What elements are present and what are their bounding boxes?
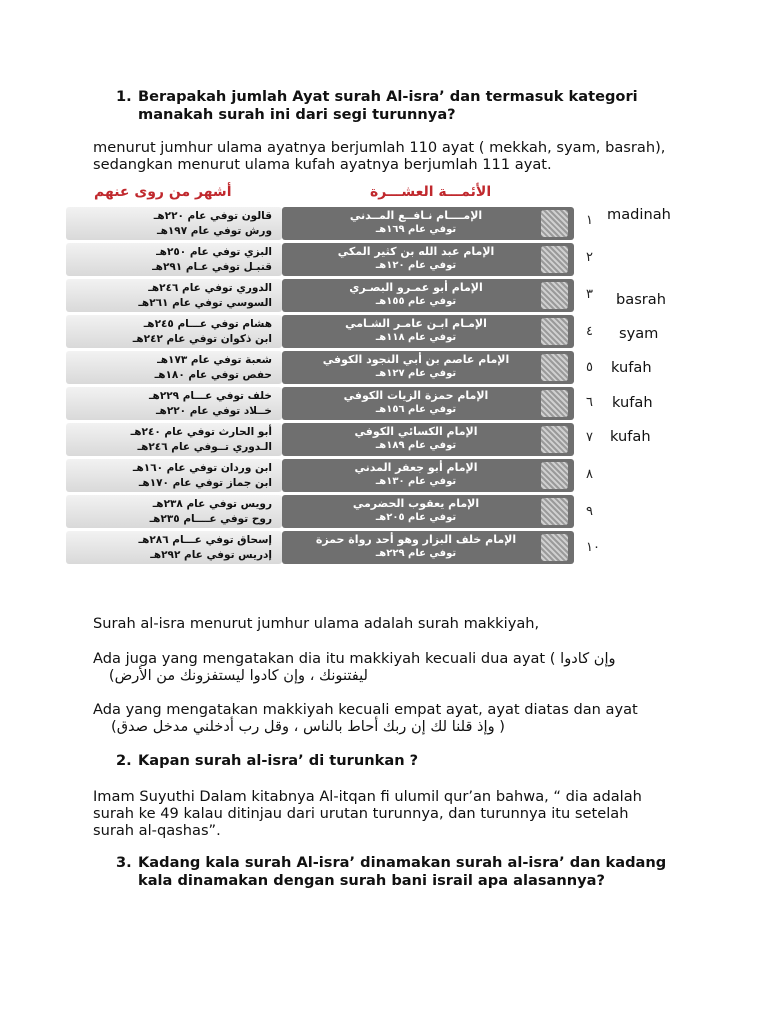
ornament-icon [541,354,568,381]
narrator-2: روح توفي عــــام ٢٣٥هـ [149,513,272,525]
table-row [66,243,574,276]
narrators-cell [66,207,282,240]
row-number: ١ [586,213,593,228]
city-label: kufah [612,394,653,411]
question-1-number: 1. [116,88,132,105]
paragraph-empat-ayat-line-2: ( وإذ قلنا لك إن ربك أحاط بالناس ، وقل رب أدخلني مدخل صدق) [111,718,505,735]
ornament-icon [541,390,568,417]
table-row [66,423,574,456]
ornament-icon [541,210,568,237]
imam-cell [282,459,574,492]
narrator-1: أبو الحارث توفي عام ٢٤٠هـ [130,426,272,438]
imam-name: الإمــــام نـافــع المــدني [349,209,483,222]
question-3 [116,854,696,890]
table-row [66,531,574,564]
narrators-cell [66,387,282,420]
table-row [66,351,574,384]
imam-cell [282,423,574,456]
table-heading-imams: الأئمـــة العشـــرة [370,184,492,200]
paragraph-dua-ayat-line-1: Ada juga yang mengatakan dia itu makkiyah kecuali dua ayat ( وإن كادوا [93,650,616,667]
paragraph-empat-ayat-line-1: Ada yang mengatakan makkiyah kecuali empat ayat, ayat diatas dan ayat [93,701,638,718]
table-row [66,279,574,312]
imam-death: توفي عام ١٥٥هـ [375,296,457,307]
imam-name: الإمام حمزة الزيات الكوفي [343,389,489,402]
imam-death: توفي عام ١٥٦هـ [375,404,457,415]
row-number: ١٠ [586,540,600,555]
city-label: kufah [610,428,651,445]
narrator-2: حفص توفي عام ١٨٠هـ [154,369,272,381]
row-number: ٤ [586,324,593,339]
narrators-cell [66,531,282,564]
imam-name: الإمام عاصم بن أبي النجود الكوفي [322,353,510,366]
question-1-text: Berapakah jumlah Ayat surah Al-isra’ dan termasuk kategori manakah surah ini dari segi turunnya? [138,88,638,123]
table-row [66,387,574,420]
row-number: ٨ [586,467,593,482]
narrator-1: البزي توفي عام ٢٥٠هـ [156,246,272,258]
narrator-2: ورش توفي عام ١٩٧هـ [157,225,272,237]
imam-cell [282,351,574,384]
imam-death: توفي عام ١١٨هـ [375,332,457,343]
city-label: kufah [611,359,652,376]
imam-name: الإمام أبو جعفر المدني [354,461,478,474]
narrator-1: ابن وردان توفي عام ١٦٠هـ [132,462,272,474]
row-number: ٧ [586,430,593,445]
imam-name: الإمام الكسائي الكوفي [354,425,478,438]
imam-death: توفي عام ١٢٧هـ [375,368,457,379]
imam-cell [282,279,574,312]
imam-cell [282,387,574,420]
narrator-2: قنبـل توفي عـام ٢٩١هـ [152,261,272,273]
answer-1: menurut jumhur ulama ayatnya berjumlah 110 ayat ( mekkah, syam, basrah), sedangkan menurut ulama kufah ayatnya berjumlah 111 ayat. [93,139,666,173]
imam-cell [282,495,574,528]
city-label: madinah [607,206,671,223]
narrator-1: شعبة توفي عام ١٧٣هـ [157,354,272,366]
imam-death: توفي عام ٢٢٩هـ [375,548,457,559]
narrator-1: الدوري توفي عام ٢٤٦هـ [148,282,272,294]
narrator-1: خلف توفي عـــام ٢٢٩هـ [148,390,272,402]
imam-cell [282,207,574,240]
imam-name: الإمام أبو عمـرو البصـري [349,281,483,294]
row-number: ٣ [586,287,593,302]
narrator-1: إسحاق توفي عـــام ٢٨٦هـ [138,534,272,546]
ornament-icon [541,246,568,273]
imam-name: الإمام عبد الله بن كثير المكي [337,245,495,258]
row-number: ٩ [586,504,593,519]
narrators-cell [66,459,282,492]
question-1 [116,88,696,124]
imam-cell [282,315,574,348]
narrators-cell [66,423,282,456]
imam-death: توفي عام ١٨٩هـ [375,440,457,451]
paragraph-makkiyah: Surah al-isra menurut jumhur ulama adalah surah makkiyah, [93,615,540,632]
ornament-icon [541,498,568,525]
question-2 [116,752,696,770]
imam-death: توفي عام ٢٠٥هـ [375,512,457,523]
table-row [66,459,574,492]
row-number: ٥ [586,360,593,375]
narrator-1: قالون توفي عام ٢٢٠هـ [153,210,272,222]
row-number: ٢ [586,250,593,265]
narrators-cell [66,351,282,384]
ornament-icon [541,426,568,453]
imam-cell [282,243,574,276]
imam-cell [282,531,574,564]
question-2-number: 2. [116,752,132,769]
answer-2: Imam Suyuthi Dalam kitabnya Al-itqan fi ulumil qur’an bahwa, “ dia adalah surah ke 49 kalau ditinjau dari urutan turunnya, dan turunnya itu setelah surah al-qashas”. [93,788,642,839]
narrators-cell [66,495,282,528]
narrator-2: إدريس توفي عام ٢٩٢هـ [150,549,272,561]
imam-death: توفي عام ١٦٩هـ [375,224,457,235]
narrator-2: ابن جماز توفي عام ١٧٠هـ [138,477,272,489]
narrator-1: هشام توفي عـــام ٢٤٥هـ [143,318,272,330]
city-label: basrah [616,291,667,308]
imam-name: الإمـام ابـن عامـر الشـامي [345,317,487,330]
narrator-2: ابن ذكوان توفي عام ٢٤٢هـ [132,333,272,345]
ornament-icon [541,282,568,309]
narrator-2: الـدوري تــوفي عام ٢٤٦هـ [137,441,272,453]
table-row [66,315,574,348]
question-2-text: Kapan surah al-isra’ di turunkan ? [138,752,419,769]
table-heading-narrators: أشهر من روى عنهم [94,184,232,200]
narrators-cell [66,279,282,312]
ornament-icon [541,534,568,561]
city-label: syam [619,325,659,342]
imam-name: الإمام يعقوب الحضرمي [352,497,480,510]
narrators-cell [66,243,282,276]
row-number: ٦ [586,395,593,410]
question-3-number: 3. [116,854,132,871]
narrator-2: خــلاد توفي عام ٢٢٠هـ [155,405,272,417]
imam-death: توفي عام ١٢٠هـ [375,260,457,271]
narrators-cell [66,315,282,348]
imam-death: توفي عام ١٣٠هـ [375,476,457,487]
narrator-1: رويس توفي عام ٢٣٨هـ [152,498,272,510]
table-row [66,207,574,240]
table-row [66,495,574,528]
narrator-2: السوسي توفي عام ٢٦١هـ [138,297,272,309]
paragraph-dua-ayat-line-2: ليفتنونك ، وإن كادوا ليستفزونك من الأرض) [108,667,368,684]
question-3-text: Kadang kala surah Al-isra’ dinamakan surah al-isra’ dan kadang kala dinamakan dengan surah bani israil apa alasannya? [138,854,667,889]
ornament-icon [541,318,568,345]
ornament-icon [541,462,568,489]
imam-name: الإمام خلف البزار وهو أحد رواة حمزة [315,533,517,546]
